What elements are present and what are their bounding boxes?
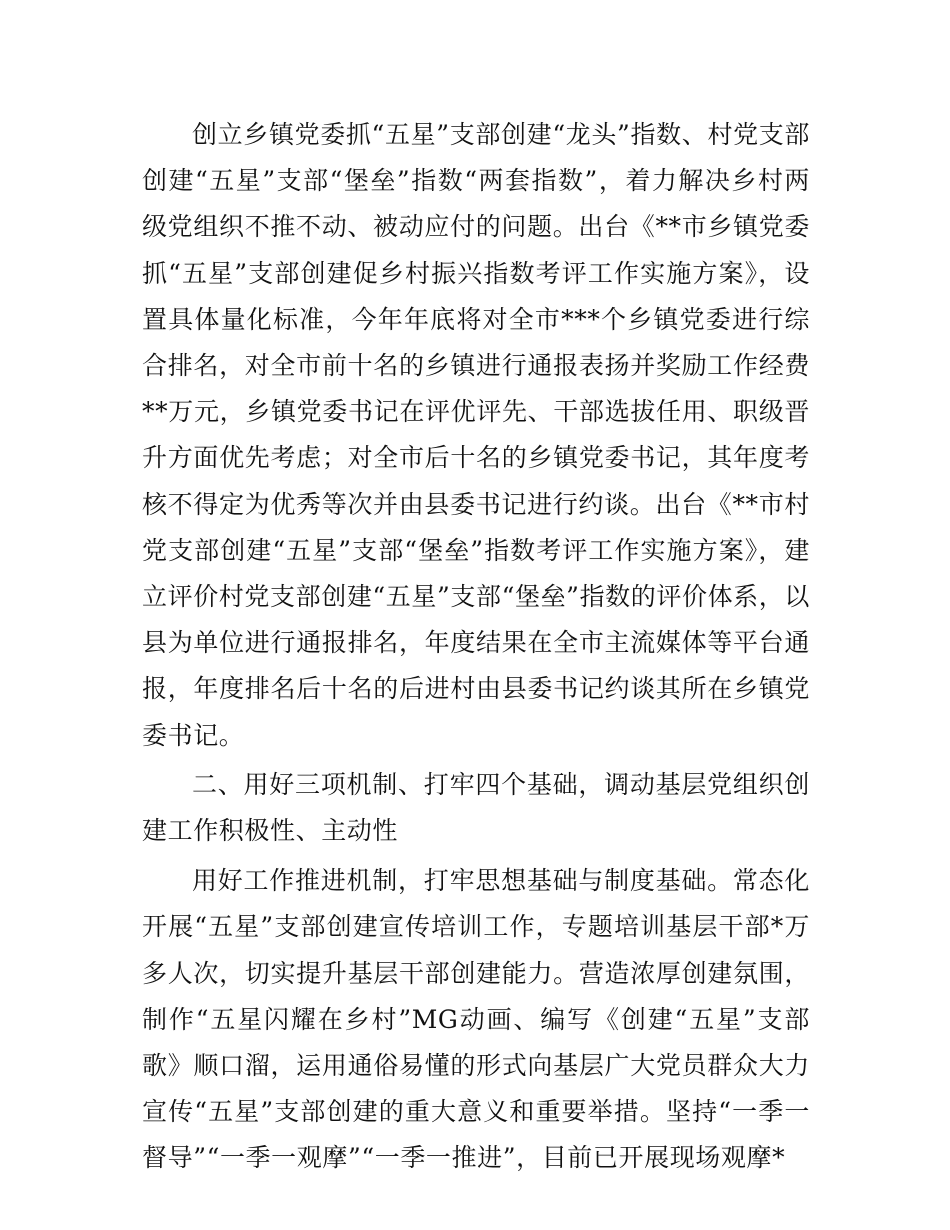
section-heading-2: 二、用好三项机制、打牢四个基础，调动基层党组织创建工作积极性、主动性 (142, 769, 810, 846)
body-paragraph-2: 用好工作推进机制，打牢思想基础与制度基础。常态化开展“五星”支部创建宣传培训工作，专题培训基层干部*万多人次，切实提升基层干部创建能力。营造浓厚创建氛围，制作“五星闪耀在乡村”MG动画、编写《创建“五星”支部歌》顺口溜，运用通俗易懂的形式向基层广大党员群众大力宣传“五星”支部创建的重大意义和重要举措。坚持“一季一督导”“一季一观摩”“一季一推进”，目前已开展现场观摩* (142, 866, 810, 1173)
body-paragraph-1: 创立乡镇党委抓“五星”支部创建“龙头”指数、村党支部创建“五星”支部“堡垒”指数“两套指数”，着力解决乡村两级党组织不推不动、被动应付的问题。出台《**市乡镇党委抓“五星”支部创建促乡村振兴指数考评工作实施方案》，设置具体量化标准，今年年底将对全市***个乡镇党委进行综合排名，对全市前十名的乡镇进行通报表扬并奖励工作经费**万元，乡镇党委书记在评优评先、干部选拔任用、职级晋升方面优先考虑；对全市后十名的乡镇党委书记，其年度考核不得定为优秀等次并由县委书记进行约谈。出台《**市村党支部创建“五星”支部“堡垒”指数考评工作实施方案》，建立评价村党支部创建“五星”支部“堡垒”指数的评价体系，以县为单位进行通报排名，年度结果在全市主流媒体等平台通报，年度排名后十名的后进村由县委书记约谈其所在乡镇党委书记。 (142, 120, 810, 750)
document-body (142, 112, 810, 1182)
